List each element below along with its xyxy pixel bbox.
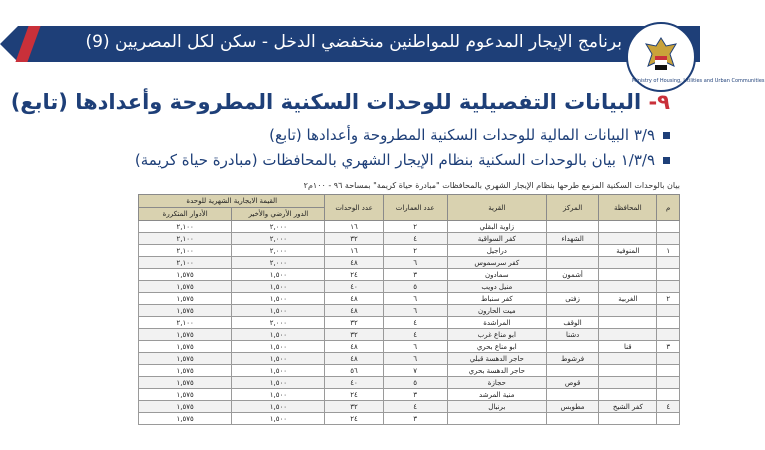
row-buildings: ٤ (383, 317, 447, 329)
row-ground-rent: ٢,٠٠٠ (232, 233, 325, 245)
table-row (139, 413, 680, 425)
row-ground-rent: ٢,٠٠٠ (232, 245, 325, 257)
row-buildings: ٢ (383, 221, 447, 233)
row-governorate (599, 377, 657, 389)
row-village: منيل دويب (447, 281, 546, 293)
row-repeated-rent: ٢,١٠٠ (139, 233, 232, 245)
eagle-emblem-icon (642, 36, 680, 78)
row-markaz: دشنا (546, 329, 598, 341)
bullet-icon (663, 132, 670, 139)
row-ground-rent: ١,٥٠٠ (232, 281, 325, 293)
header-rent: القيمة الايجارية الشهرية للوحدة (139, 195, 325, 208)
row-buildings: ٢ (383, 245, 447, 257)
table-row (139, 257, 680, 269)
row-markaz (546, 365, 598, 377)
row-ground-rent: ١,٥٠٠ (232, 293, 325, 305)
row-index (657, 377, 680, 389)
row-units: ٤٠ (325, 281, 383, 293)
row-units: ٣٢ (325, 317, 383, 329)
row-repeated-rent: ٢,١٠٠ (139, 257, 232, 269)
row-markaz (546, 305, 598, 317)
table-row (139, 305, 680, 317)
row-buildings: ٧ (383, 365, 447, 377)
row-markaz (546, 257, 598, 269)
row-village: ميت الحارون (447, 305, 546, 317)
row-markaz: زفتى (546, 293, 598, 305)
row-governorate: الغربية (599, 293, 657, 305)
row-ground-rent: ١,٥٠٠ (232, 365, 325, 377)
row-markaz: فرشوط (546, 353, 598, 365)
table-body (139, 221, 680, 425)
header-village: القرية (447, 195, 546, 221)
row-village: كفر سرسموس (447, 257, 546, 269)
header-ground-floor: الدور الأرضي والأخير (232, 208, 325, 221)
row-buildings: ٣ (383, 269, 447, 281)
row-units: ٤٨ (325, 305, 383, 317)
row-governorate (599, 353, 657, 365)
row-units: ٤٠ (325, 377, 383, 389)
row-village: زاوية البقلي (447, 221, 546, 233)
row-village: كفر سنباط (447, 293, 546, 305)
row-buildings: ٦ (383, 353, 447, 365)
row-units: ٤٨ (325, 293, 383, 305)
row-repeated-rent: ٢,١٠٠ (139, 245, 232, 257)
row-repeated-rent: ١,٥٧٥ (139, 413, 232, 425)
row-markaz: الشهداء (546, 233, 598, 245)
table-row (139, 389, 680, 401)
row-repeated-rent: ٢,١٠٠ (139, 221, 232, 233)
table-row (139, 317, 680, 329)
subheading-2-text: ١/٣/٩ بيان بالوحدات السكنية بنظام الإيجار الشهري بالمحافظات (مبادرة حياة كريمة) (134, 151, 655, 169)
row-markaz (546, 413, 598, 425)
row-ground-rent: ١,٥٠٠ (232, 377, 325, 389)
row-ground-rent: ١,٥٠٠ (232, 401, 325, 413)
row-village: ابو مناع بحري (447, 341, 546, 353)
row-buildings: ٥ (383, 377, 447, 389)
header-buildings: عدد العمارات (383, 195, 447, 221)
row-buildings: ٤ (383, 401, 447, 413)
row-governorate (599, 233, 657, 245)
row-repeated-rent: ١,٥٧٥ (139, 305, 232, 317)
row-markaz: الوقف (546, 317, 598, 329)
row-repeated-rent: ١,٥٧٥ (139, 353, 232, 365)
row-governorate (599, 365, 657, 377)
banner-title: برنامج الإيجار المدعوم للمواطنين منخفضي الدخل - سكن لكل المصريين (9) (85, 32, 622, 52)
row-index (657, 269, 680, 281)
title-banner (0, 18, 765, 84)
row-repeated-rent: ١,٥٧٥ (139, 281, 232, 293)
row-ground-rent: ١,٥٠٠ (232, 413, 325, 425)
row-markaz (546, 341, 598, 353)
subheading-1-text: ٣/٩ البيانات المالية للوحدات السكنية المطروحة وأعدادها (تابع) (269, 126, 655, 144)
table-row (139, 233, 680, 245)
row-units: ٢٤ (325, 413, 383, 425)
logo-text: Ministry of Housing, Utilities and Urban Communities (632, 78, 765, 84)
section-heading-text: البيانات التفصيلية للوحدات السكنية المطروحة وأعدادها (تابع) (10, 90, 642, 114)
row-repeated-rent: ٢,١٠٠ (139, 317, 232, 329)
table-caption: بيان بالوحدات السكنية المزمع طرحها بنظام الإيجار الشهري بالمحافظات "مبادرة حياة كريمة" بمساحة ٩٦ - ١٠٠م٢ (303, 181, 680, 190)
row-ground-rent: ٢,٠٠٠ (232, 317, 325, 329)
row-markaz (546, 389, 598, 401)
row-buildings: ٥ (383, 281, 447, 293)
table-row (139, 377, 680, 389)
table-row (139, 293, 680, 305)
row-village: كفر السواقية (447, 233, 546, 245)
row-markaz: قوص (546, 377, 598, 389)
table-row (139, 401, 680, 413)
row-index (657, 329, 680, 341)
row-index (657, 389, 680, 401)
row-repeated-rent: ١,٥٧٥ (139, 329, 232, 341)
table-row (139, 245, 680, 257)
row-village: ابو مناع غرب (447, 329, 546, 341)
subheading-1 (269, 126, 670, 144)
row-ground-rent: ١,٥٠٠ (232, 353, 325, 365)
row-markaz (546, 281, 598, 293)
row-ground-rent: ٢,٠٠٠ (232, 221, 325, 233)
header-repeated-floors: الأدوار المتكررة (139, 208, 232, 221)
row-units: ٤٨ (325, 353, 383, 365)
row-units: ٣٢ (325, 233, 383, 245)
row-repeated-rent: ١,٥٧٥ (139, 269, 232, 281)
row-buildings: ٦ (383, 305, 447, 317)
row-ground-rent: ١,٥٠٠ (232, 389, 325, 401)
row-index (657, 413, 680, 425)
row-village: حاجر الدهسة بحري (447, 365, 546, 377)
row-index: ٢ (657, 293, 680, 305)
row-ground-rent: ٢,٠٠٠ (232, 257, 325, 269)
row-buildings: ٦ (383, 293, 447, 305)
row-index: ١ (657, 245, 680, 257)
row-index (657, 317, 680, 329)
row-buildings: ٤ (383, 233, 447, 245)
row-village (447, 413, 546, 425)
row-governorate: المنوفية (599, 245, 657, 257)
row-governorate (599, 305, 657, 317)
row-buildings: ٦ (383, 257, 447, 269)
section-number: ٩- (648, 90, 670, 114)
row-governorate (599, 257, 657, 269)
row-index (657, 281, 680, 293)
row-index (657, 257, 680, 269)
row-governorate: قنا (599, 341, 657, 353)
row-units: ٣٢ (325, 401, 383, 413)
row-repeated-rent: ١,٥٧٥ (139, 341, 232, 353)
row-village: برنبال (447, 401, 546, 413)
row-ground-rent: ١,٥٠٠ (232, 341, 325, 353)
row-units: ٢٤ (325, 269, 383, 281)
units-table (138, 194, 680, 425)
subheading-2 (135, 151, 670, 169)
ministry-logo (626, 22, 765, 92)
row-units: ٤٨ (325, 341, 383, 353)
table-row (139, 353, 680, 365)
row-ground-rent: ١,٥٠٠ (232, 269, 325, 281)
row-units: ١٦ (325, 245, 383, 257)
row-markaz: مطوبس (546, 401, 598, 413)
row-index (657, 305, 680, 317)
row-repeated-rent: ١,٥٧٥ (139, 365, 232, 377)
table-row (139, 221, 680, 233)
row-village: دراجيل (447, 245, 546, 257)
row-repeated-rent: ١,٥٧٥ (139, 401, 232, 413)
table-row (139, 329, 680, 341)
row-index: ٤ (657, 401, 680, 413)
row-village: سمادون (447, 269, 546, 281)
row-governorate (599, 389, 657, 401)
row-buildings: ٦ (383, 341, 447, 353)
row-repeated-rent: ١,٥٧٥ (139, 389, 232, 401)
banner-arrow-tip (0, 26, 18, 62)
row-index (657, 353, 680, 365)
row-units: ٢٤ (325, 389, 383, 401)
table-row (139, 341, 680, 353)
row-ground-rent: ١,٥٠٠ (232, 305, 325, 317)
row-buildings: ٣ (383, 389, 447, 401)
header-governorate: المحافظة (599, 195, 657, 221)
section-heading (11, 90, 670, 114)
table-row (139, 281, 680, 293)
row-governorate (599, 221, 657, 233)
row-repeated-rent: ١,٥٧٥ (139, 293, 232, 305)
row-units: ٤٨ (325, 257, 383, 269)
row-village: منية المرشد (447, 389, 546, 401)
row-index (657, 365, 680, 377)
header-units: عدد الوحدات (325, 195, 383, 221)
row-repeated-rent: ١,٥٧٥ (139, 377, 232, 389)
table-row (139, 365, 680, 377)
header-markaz: المركز (546, 195, 598, 221)
row-village: المراشدة (447, 317, 546, 329)
table-row (139, 269, 680, 281)
row-governorate (599, 413, 657, 425)
row-buildings: ٣ (383, 413, 447, 425)
row-governorate (599, 317, 657, 329)
row-governorate (599, 269, 657, 281)
row-village: حاجر الدهسة قبلي (447, 353, 546, 365)
row-index: ٣ (657, 341, 680, 353)
row-units: ٥٦ (325, 365, 383, 377)
row-index (657, 221, 680, 233)
row-markaz (546, 221, 598, 233)
row-markaz: أشمون (546, 269, 598, 281)
row-buildings: ٤ (383, 329, 447, 341)
row-governorate (599, 281, 657, 293)
row-governorate (599, 329, 657, 341)
row-units: ١٦ (325, 221, 383, 233)
header-idx: م (657, 195, 680, 221)
row-units: ٣٢ (325, 329, 383, 341)
row-index (657, 233, 680, 245)
row-governorate: كفر الشيخ (599, 401, 657, 413)
row-ground-rent: ١,٥٠٠ (232, 329, 325, 341)
row-markaz (546, 245, 598, 257)
bullet-icon (663, 157, 670, 164)
row-village: حجازة (447, 377, 546, 389)
